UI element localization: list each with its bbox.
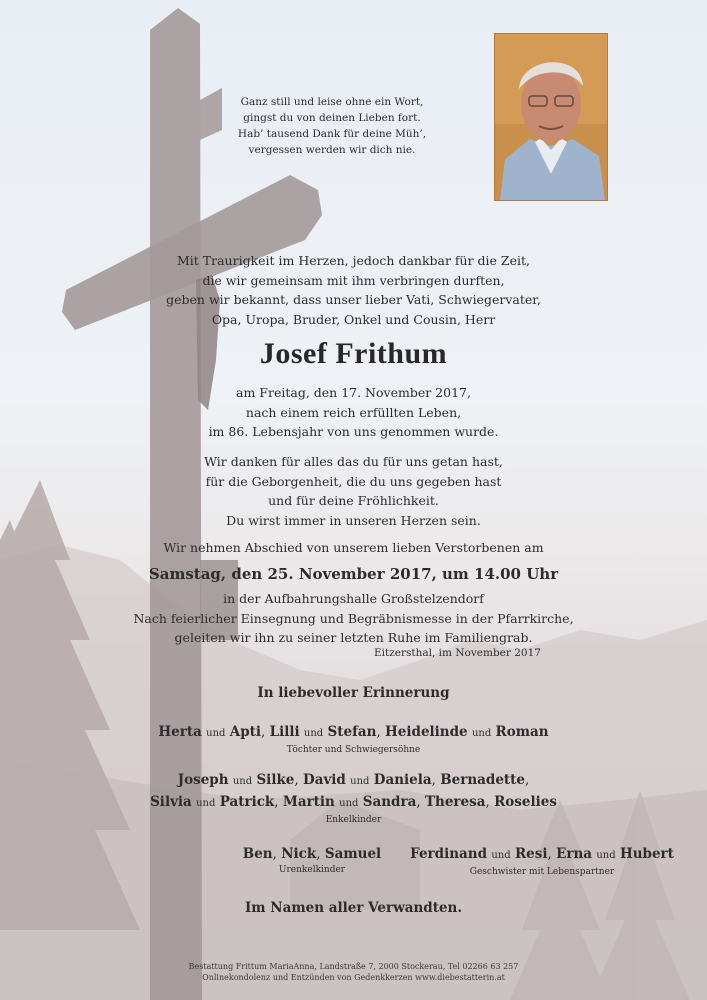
thanks-line: Wir danken für alles das du für uns getan hast, <box>204 454 503 469</box>
and-word: und <box>339 798 359 809</box>
family-name: Joseph <box>177 772 229 788</box>
and-word: und <box>596 850 616 861</box>
family-name: Nick <box>281 846 317 862</box>
funeral-date: Samstag, den 25. November 2017, um 14.00 Uhr <box>148 565 559 583</box>
place-date: Eitzersthal, im November 2017 <box>374 647 541 659</box>
death-line: nach einem reich erfüllten Leben, <box>245 404 462 420</box>
family-name: Ferdinand <box>410 846 488 862</box>
grandchildren-label: Enkelkinder <box>325 815 382 825</box>
great-grandchildren-group <box>212 844 412 876</box>
footer-website: Onlinekondolenz und Entzünden von Gedenkkerzen www.diebestatterin.at <box>202 973 505 982</box>
family-name: Bernadette <box>440 772 525 788</box>
family-name: Resi <box>514 846 548 862</box>
ceremony-line: in der Aufbahrungshalle Großstelzendorf <box>223 591 484 606</box>
grandchildren-names-line1: Joseph und Silke, David und Daniela, Bernadette, <box>177 772 530 788</box>
death-notice <box>0 383 707 442</box>
poem-line: Ganz still und leise ohne ein Wort, <box>240 96 424 108</box>
intro-line: Mit Traurigkeit im Herzen, jedoch dankbar für die Zeit, <box>176 253 530 268</box>
and-word: und <box>206 728 226 739</box>
and-word: und <box>350 776 370 787</box>
family-name: Hubert <box>619 846 674 862</box>
family-name: Erna <box>556 846 593 862</box>
ceremony-line: Nach feierlicher Einsegnung und Begräbnismesse in der Pfarrkirche, <box>133 610 574 626</box>
deceased-name: Josef Frithum <box>259 337 448 370</box>
intro-line: geben wir bekannt, dass unser lieber Vati, Schwiegervater, <box>166 292 541 307</box>
family-name: Daniela <box>373 772 432 788</box>
and-word: und <box>232 776 253 787</box>
family-name: Sandra <box>362 794 417 810</box>
family-name: Samuel <box>324 846 382 862</box>
and-word: und <box>196 798 216 809</box>
poem <box>232 94 432 158</box>
thanks-text <box>0 452 707 530</box>
family-name: David <box>302 772 346 788</box>
portrait-photo <box>494 33 608 201</box>
children-names: Herta und Apti, Lilli und Stefan, Heidelinde und Roman <box>158 724 549 740</box>
ceremony-text <box>0 589 707 648</box>
thanks-line: Du wirst immer in unseren Herzen sein. <box>226 512 481 528</box>
and-word: und <box>471 728 492 739</box>
family-name: Ben <box>242 846 273 862</box>
family-name: Silvia <box>150 794 192 810</box>
poem-line: vergessen werden wir dich nie. <box>248 144 416 156</box>
footer <box>0 961 707 983</box>
children-group <box>0 722 707 756</box>
grandchildren-names-line2: Silvia und Patrick, Martin und Sandra, Theresa, Roselies <box>150 794 557 810</box>
siblings-group <box>392 844 692 878</box>
farewell-text: Wir nehmen Abschied von unserem lieben Verstorbenen am <box>163 540 544 555</box>
family-name: Patrick <box>219 794 275 810</box>
and-word: und <box>303 728 324 739</box>
poem-line: gingst du von deinen Lieben fort. <box>243 112 421 124</box>
family-name: Lilli <box>269 724 300 740</box>
portrait-image <box>495 34 607 200</box>
siblings-label: Geschwister mit Lebenspartner <box>469 867 615 877</box>
footer-address: Bestattung Frittum MariaAnna, Landstraße 7, 2000 Stockerau, Tel 02266 63 257 <box>188 962 519 971</box>
siblings-names: Ferdinand und Resi, Erna und Hubert <box>410 846 674 862</box>
intro-text <box>0 251 707 329</box>
great-grandchildren-label: Urenkelkinder <box>278 865 346 875</box>
great-grandchildren-names: Ben, Nick, Samuel <box>242 846 382 862</box>
death-line: am Freitag, den 17. November 2017, <box>236 385 471 400</box>
thanks-line: für die Geborgenheit, die du uns gegeben hast <box>205 473 502 489</box>
intro-line: Opa, Uropa, Bruder, Onkel und Cousin, Herr <box>211 311 496 327</box>
family-name: Martin <box>282 794 335 810</box>
ceremony-line: geleiten wir ihn zu seiner letzten Ruhe im Familiengrab. <box>174 630 533 645</box>
closing-text: Im Namen aller Verwandten. <box>244 900 463 916</box>
thanks-line: und für deine Fröhlichkeit. <box>268 493 439 508</box>
poem-line: Hab’ tausend Dank für deine Müh’, <box>237 128 427 140</box>
grandchildren-group <box>0 770 707 826</box>
family-name: Apti <box>229 724 261 740</box>
family-name: Herta <box>158 724 202 740</box>
memory-title: In liebevoller Erinnerung <box>257 685 450 701</box>
and-word: und <box>491 850 511 861</box>
cross-roof <box>200 88 222 140</box>
children-label: Töchter und Schwiegersöhne <box>286 745 421 755</box>
death-line: im 86. Lebensjahr von uns genommen wurde. <box>208 424 499 439</box>
family-name: Roselies <box>494 794 557 810</box>
intro-line: die wir gemeinsam mit ihm verbringen durften, <box>202 272 505 288</box>
family-name: Silke <box>256 772 295 788</box>
family-name: Heidelinde <box>385 724 468 740</box>
family-name: Roman <box>495 724 549 740</box>
family-name: Theresa <box>424 794 486 810</box>
family-name: Stefan <box>327 724 377 740</box>
